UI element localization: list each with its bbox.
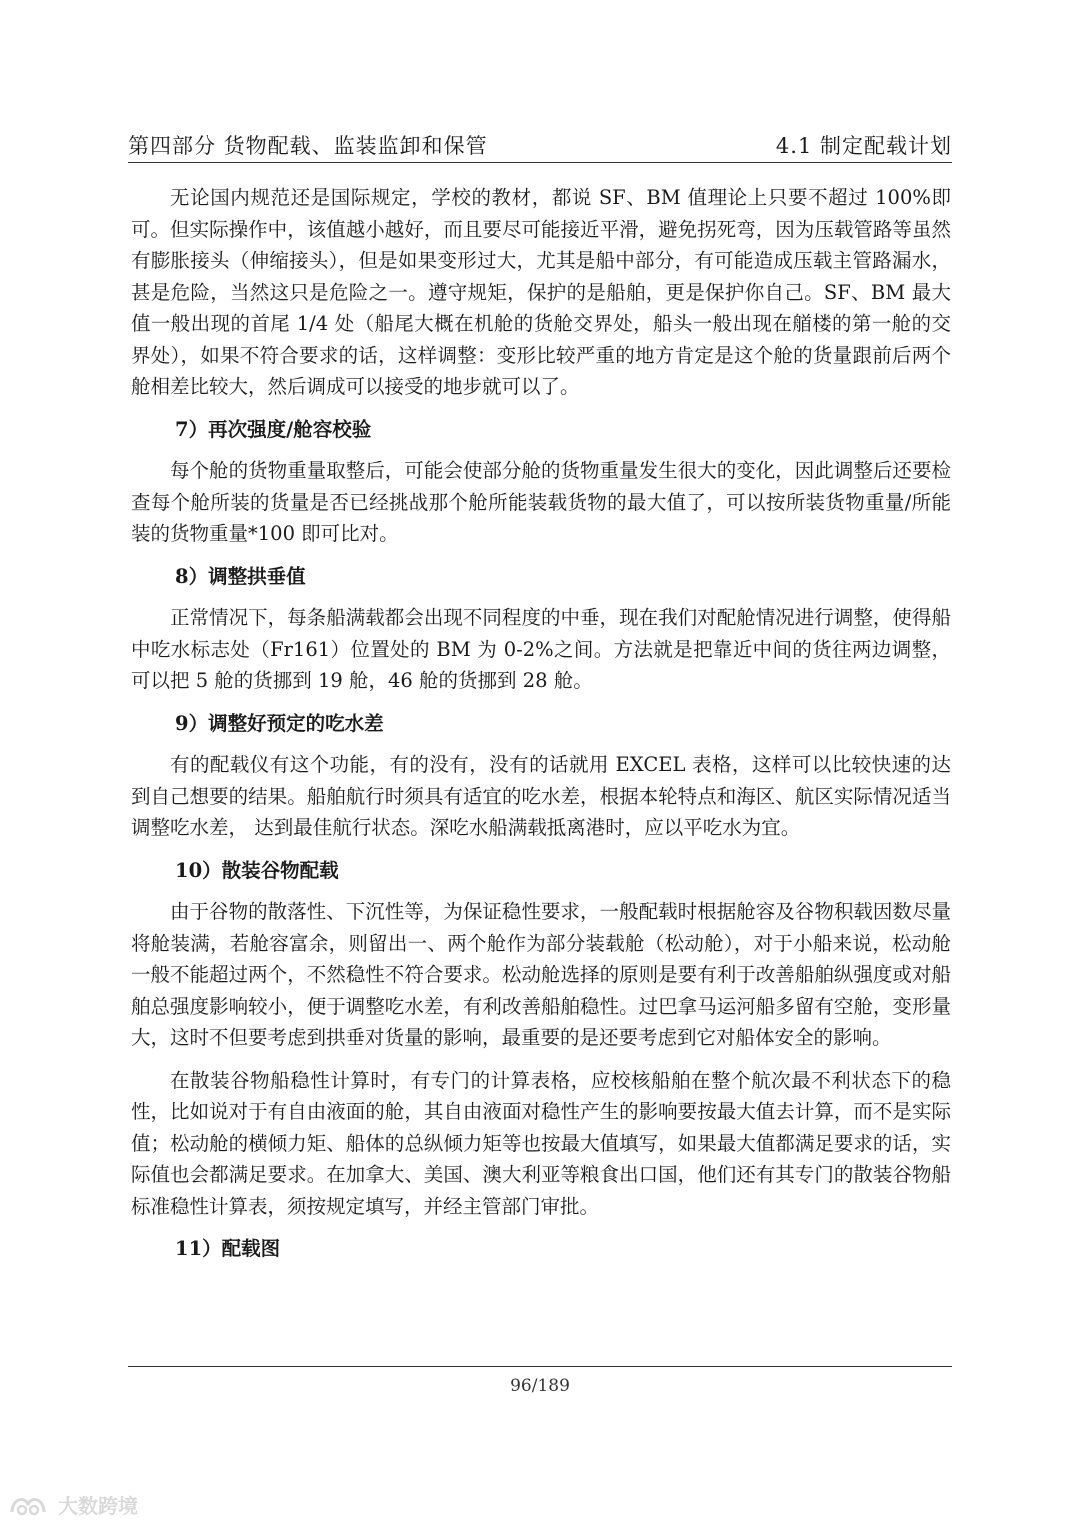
paragraph-10a: 由于谷物的散落性、下沉性等，为保证稳性要求，一般配载时根据舱容及谷物积载因数尽量将舱装满，若舱容富余，则留出一、两个舱作为部分装载舱（松动舱），对于小船来说，松动舱一般不能超过两个，不然稳性不符合要求。松动舱选择的原则是要有利于改善船舶纵强度或对船舶总强度影响较小，便于调整吃水差，有利改善船舶稳性。过巴拿马运河船多留有空舱，变形量大，这时不但要考虑到拱垂对货量的影响，最重要的是还要考虑到它对船体安全的影响。	[131, 900, 951, 1049]
heading-7: 7）再次强度/舱容校验	[175, 417, 372, 441]
header-section-title: 第四部分 货物配载、监装监卸和保管	[128, 134, 488, 158]
page-number: 96/189	[510, 1376, 570, 1396]
watermark	[8, 1490, 138, 1519]
header-divider	[128, 162, 952, 163]
watermark-text: 大数跨境	[58, 1494, 138, 1518]
watermark-logo-icon	[8, 1492, 52, 1518]
paragraph-10b: 在散装谷物船稳性计算时，有专门的计算表格，应校核船舶在整个航次最不利状态下的稳性，比如说对于有自由液面的舱，其自由液面对稳性产生的影响要按最大值去计算，而不是实际值；松动舱的横倾力矩、船体的总纵倾力矩等也按最大值填写，如果最大值都满足要求的话，实际值也会都满足要求。在加拿大、美国、澳大利亚等粮食出口国，他们还有其专门的散装谷物船标准稳性计算表，须按规定填写，并经主管部门审批。	[131, 1068, 951, 1218]
heading-8: 8）调整拱垂值	[175, 564, 306, 588]
page-header	[128, 130, 952, 160]
footer-divider	[128, 1366, 952, 1367]
heading-11: 11）配载图	[175, 1237, 281, 1260]
heading-10: 10）散装谷物配载	[175, 858, 339, 882]
paragraph-9: 有的配载仪有这个功能，有的没有，没有的话就用 EXCEL 表格，这样可以比较快速的达到自己想要的结果。船舶航行时须具有适宜的吃水差，根据本轮特点和海区、航区实际情况适当调整吃水差， 达到最佳航行状态。深吃水船满载抵离港时，应以平吃水为宜。	[131, 753, 951, 839]
header-subsection-title: 4.1 制定配载计划	[775, 134, 952, 158]
heading-9: 9）调整好预定的吃水差	[175, 711, 384, 735]
paragraph-sf-bm: 无论国内规范还是国际规定，学校的教材，都说 SF、BM 值理论上只要不超过 100%即可。但实际操作中，该值越小越好，而且要尽可能接近平滑，避免拐死弯，因为压载管路等虽然有膨胀接头（伸缩接头），但是如果变形过大，尤其是船中部分，有可能造成压载主管路漏水，甚是危险，当然这只是危险之一。遵守规矩，保护的是船舶，更是保护你自己。SF、BM 最大值一般出现的首尾 1/4 处（船尾大概在机舱的货舱交界处，船头一般出现在艏楼的第一舱的交界处），如果不符合要求的话，这样调整：变形比较严重的地方肯定是这个舱的货量跟前后两个舱相差比较大，然后调成可以接受的地步就可以了。	[131, 186, 951, 398]
paragraph-8: 正常情况下，每条船满载都会出现不同程度的中垂，现在我们对配舱情况进行调整，使得船中吃水标志处（Fr161）位置处的 BM 为 0-2%之间。方法就是把靠近中间的货往两边调整，可以把 5 舱的货挪到 19 舱，46 舱的货挪到 28 舱。	[131, 606, 951, 692]
paragraph-7: 每个舱的货物重量取整后，可能会使部分舱的货物重量发生很大的变化，因此调整后还要检查每个舱所装的货量是否已经挑战那个舱所能装载货物的最大值了，可以按所装货物重量/所能装的货物重量*100 即可比对。	[131, 459, 951, 545]
document-body	[131, 182, 951, 1275]
